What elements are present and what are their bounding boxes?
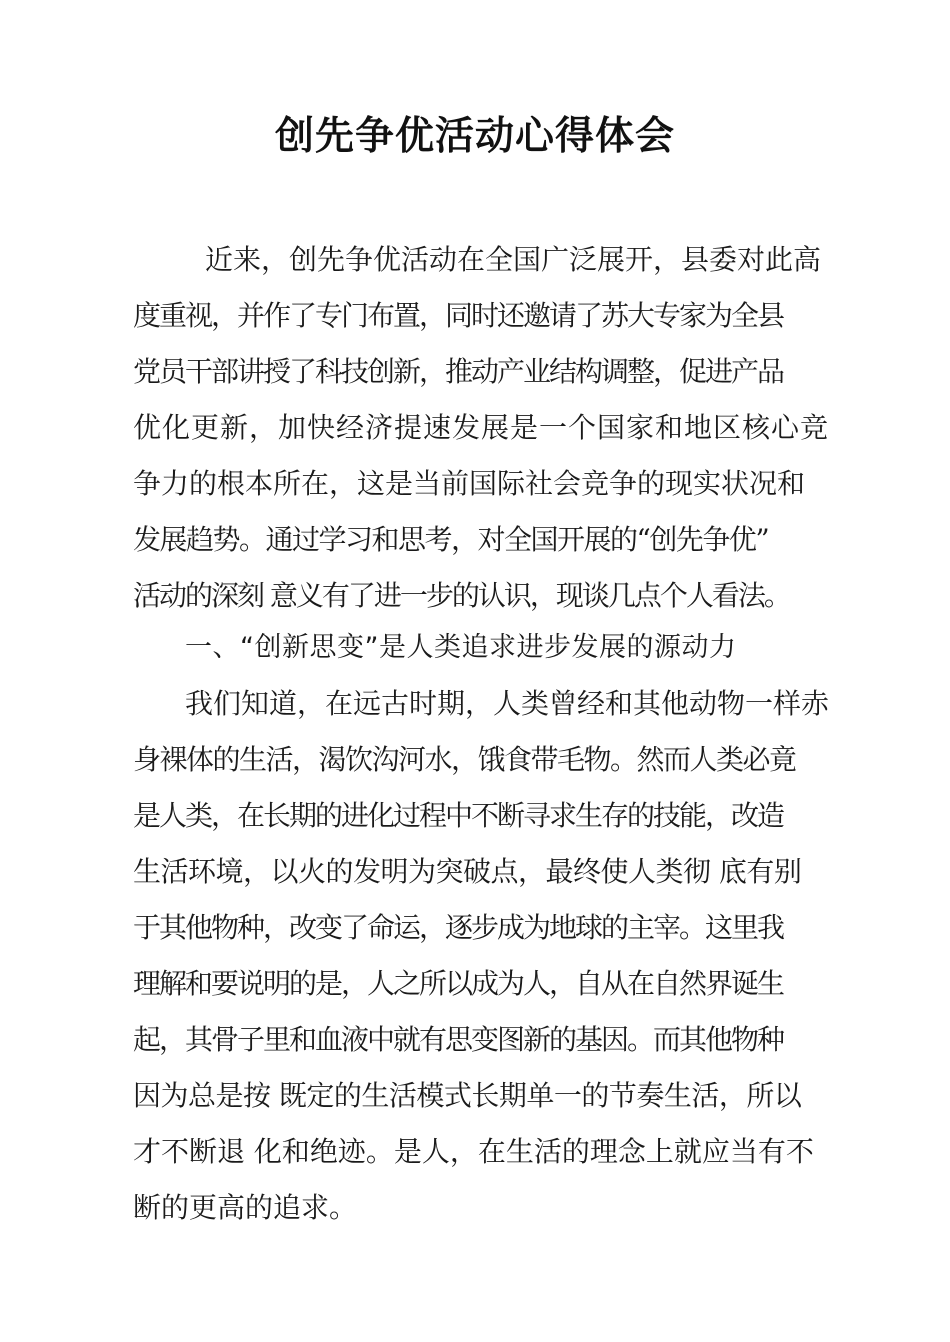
paragraph-1-line-1: 近来，创先争优活动在全国广泛展开，县委对此高 — [205, 243, 822, 276]
paragraph-1-line-4: 优化更新，加快经济提速发展是一个国家和地区核心竞 — [133, 411, 830, 444]
paragraph-2-line-2: 身裸体的生活，渴饮沟河水，饿食带毛物。然而人类必竟 — [133, 743, 796, 776]
paragraph-1-line-3: 党员干部讲授了科技创新，推动产业结构调整，促进产品 — [133, 355, 784, 388]
paragraph-2-line-9: 才不断退 化和绝迹。是人，在生活的理念上就应当有不 — [133, 1135, 814, 1168]
paragraph-2-line-7: 起，其骨子里和血液中就有思变图新的基因。而其他物种 — [133, 1023, 784, 1056]
paragraph-1-line-2: 度重视，并作了专门布置，同时还邀请了苏大专家为全县 — [133, 299, 784, 332]
section-heading-1: 一、“创新思变”是人类追求进步发展的源动力 — [185, 632, 737, 663]
paragraph-2-line-8: 因为总是按 既定的生活模式长期单一的节奏生活，所以 — [133, 1079, 802, 1112]
paragraph-1-line-7: 活动的深刻 意义有了进一步的认识，现谈几点个人看法。 — [133, 579, 790, 612]
paragraph-2-line-1: 我们知道，在远古时期，人类曾经和其他动物一样赤 — [185, 687, 830, 720]
paragraph-2-line-10: 断的更高的追求。 — [133, 1191, 358, 1224]
paragraph-2-line-6: 理解和要说明的是，人之所以成为人，自从在自然界诞生 — [133, 967, 784, 1000]
paragraph-1-line-5: 争力的根本所在，这是当前国际社会竞争的现实状况和 — [133, 467, 806, 500]
paragraph-2-line-3: 是人类，在长期的进化过程中不断寻求生存的技能，改造 — [133, 799, 784, 832]
paragraph-2-line-4: 生活环境，以火的发明为突破点，最终使人类彻 底有别 — [133, 855, 802, 888]
paragraph-1-line-6: 发展趋势。通过学习和思考，对全国开展的“创先争优” — [133, 523, 769, 556]
document-title: 创先争优活动心得体会 — [274, 113, 675, 159]
paragraph-2-line-5: 于其他物种，改变了命运，逐步成为地球的主宰。这里我 — [133, 911, 784, 944]
